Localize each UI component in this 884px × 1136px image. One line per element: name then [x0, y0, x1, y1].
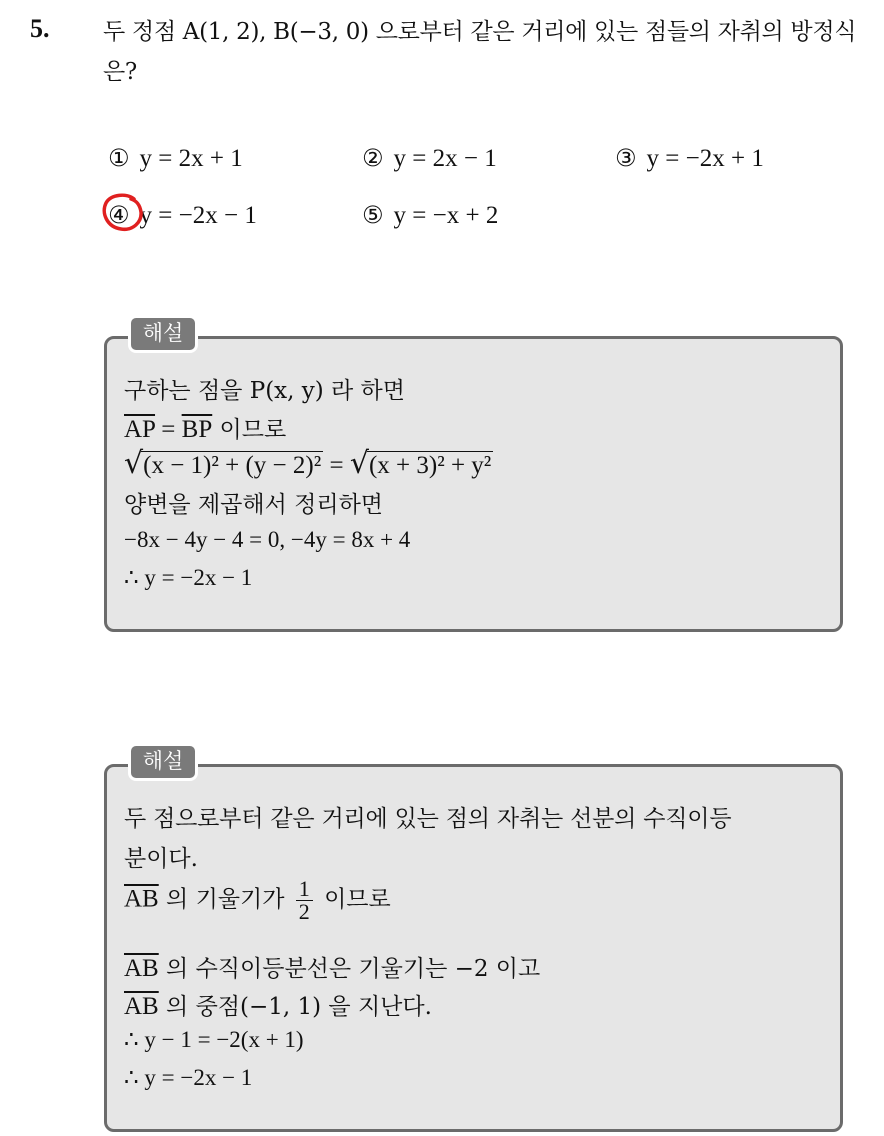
choice-expr: y = 2x + 1	[139, 145, 243, 172]
solution2-line7: ∴ y = −2x − 1	[124, 1065, 253, 1090]
solution2-line1: 두 점으로부터 같은 거리에 있는 점의 자취는 선분의 수직이등	[124, 806, 732, 832]
solution1-line6: ∴ y = −2x − 1	[124, 565, 253, 590]
choice-number: ③	[615, 144, 637, 172]
segment-ab: $\overline{AB}$	[124, 885, 159, 913]
choice-number: ④	[108, 201, 130, 229]
sqrt-left	[124, 446, 323, 481]
choice-number: ①	[108, 144, 130, 172]
segment-ab: $\overline{AB}$	[124, 993, 159, 1020]
radicand-left: (x − 1)² + (y − 2)²	[143, 452, 322, 479]
solution2-line4	[124, 950, 540, 983]
fraction-one-half	[296, 878, 313, 923]
fraction-numerator: 1	[296, 878, 313, 901]
bisector-text: 의 수직이등분선은 기울기는 −2 이고	[158, 956, 541, 982]
choice-number: ②	[362, 144, 384, 172]
solution1-line5: −8x − 4y − 4 = 0, −4y = 8x + 4	[124, 527, 411, 552]
sqrt-right	[350, 446, 493, 481]
sqrt-icon: √	[349, 446, 369, 481]
equals-sign: =	[323, 452, 350, 479]
segment-ab: $\overline{AB}$	[124, 955, 159, 982]
choice-5[interactable]	[362, 201, 498, 230]
solution2-line3	[124, 878, 391, 923]
connector-text: 이므로	[316, 886, 391, 913]
choice-expr: y = −2x − 1	[139, 202, 257, 229]
solution1-line2	[124, 411, 286, 444]
question-number: 5.	[30, 14, 50, 43]
solution1-line3	[124, 446, 493, 481]
solution2-line6: ∴ y − 1 = −2(x + 1)	[124, 1027, 304, 1052]
question-text: 두 정점 A(1, 2), B(−3, 0) 으로부터 같은 거리에 있는 점들의 자취의 방정식은?	[103, 19, 857, 85]
segment-ap: $\overline{AP}$	[124, 416, 156, 443]
answer-mark-circle-icon	[101, 191, 145, 233]
solution-tag-2: 해설	[128, 743, 198, 781]
choice-expr: y = 2x − 1	[393, 145, 497, 172]
radicand-right: (x + 3)² + y²	[368, 452, 492, 479]
solution1-line4: 양변을 제곱해서 정리하면	[124, 492, 384, 518]
solution2-line2: 분이다.	[124, 846, 198, 872]
choice-expr: y = −2x + 1	[646, 145, 764, 172]
choice-expr: y = −x + 2	[393, 202, 499, 229]
equals-sign: =	[155, 416, 182, 443]
solution1-line1: 구하는 점을 P(x, y) 라 하면	[124, 378, 405, 404]
choice-1[interactable]	[108, 144, 243, 173]
segment-bp: $\overline{BP}$	[181, 416, 213, 443]
fraction-denominator: 2	[298, 899, 310, 924]
sqrt-icon: √	[124, 446, 144, 481]
solution-tag-1: 해설	[128, 315, 198, 353]
midpoint-text: 의 중점(−1, 1) 을 지난다.	[158, 994, 432, 1020]
solution2-line5	[124, 988, 432, 1021]
slope-text: 의 기울기가	[158, 886, 292, 913]
choice-3[interactable]	[615, 144, 764, 173]
choice-2[interactable]	[362, 144, 497, 173]
connector-text: 이므로	[212, 417, 287, 443]
choice-number: ⑤	[362, 201, 384, 229]
